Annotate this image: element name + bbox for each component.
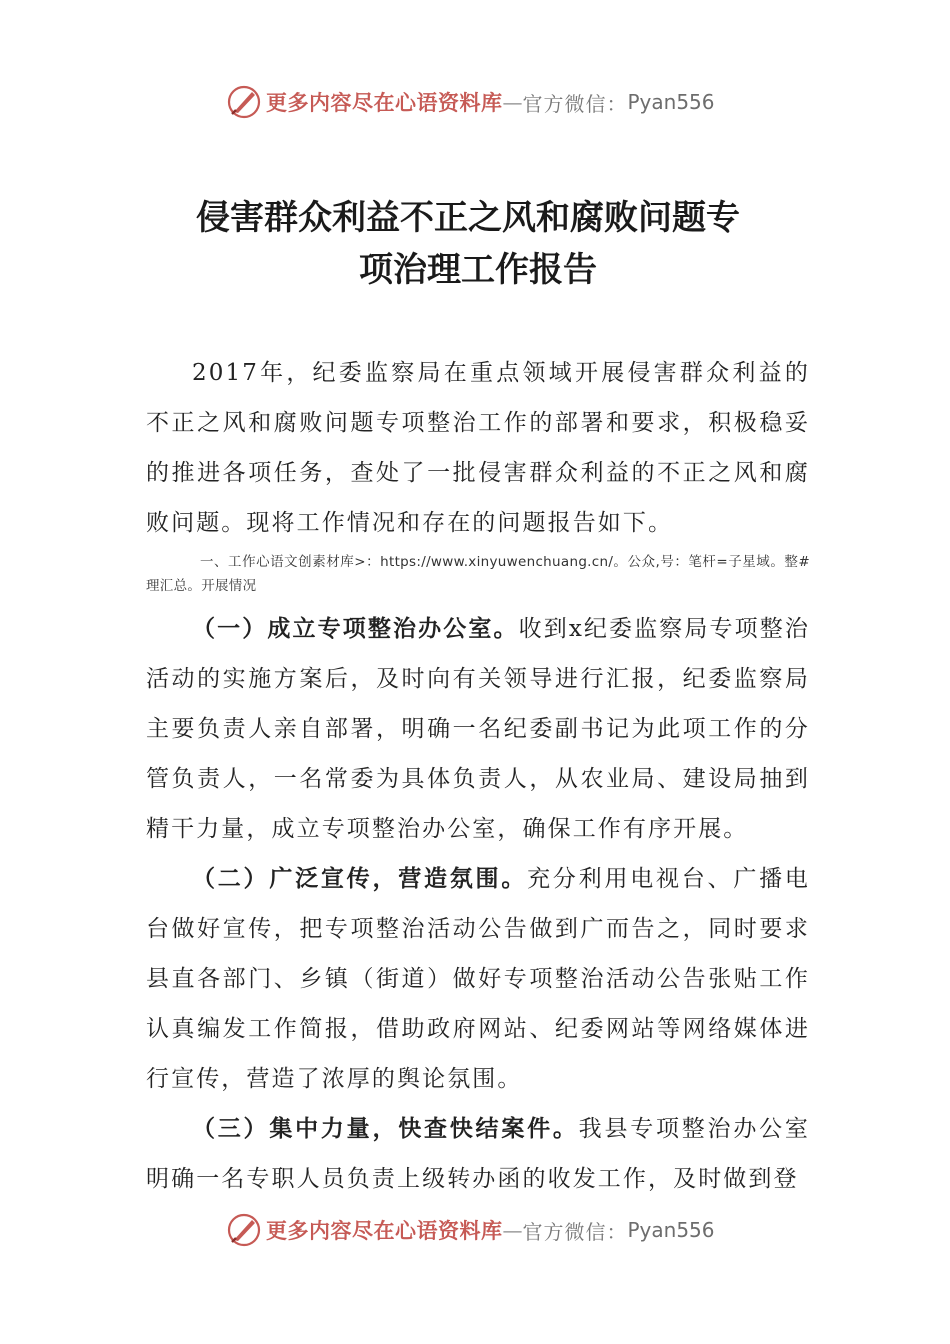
section-3-heading: （三）集中力量，快查快结案件。 xyxy=(192,1115,579,1142)
section-2-body: 充分利用电视台、广播电台做好宣传，把专项整治活动公告做到广而告之，同时要求县直各部门、乡镇（街道）做好专项整治活动公告张贴工作认真编发工作简报，借助政府网站、纪委网站等网络媒体进行宣传，营造了浓厚的舆论氛围。 xyxy=(146,866,810,1092)
footer-wechat-id: Pyan556 xyxy=(627,1218,715,1242)
section-1-paragraph xyxy=(146,604,810,854)
quill-logo-icon xyxy=(226,84,262,120)
footer-separator: — xyxy=(502,1218,523,1242)
banner-separator: — xyxy=(502,90,523,114)
banner-site-name: 更多内容尽在心语资料库 xyxy=(266,90,503,115)
footer-banner xyxy=(226,1210,715,1250)
intro-paragraph: 2017年，纪委监察局在重点领域开展侵害群众利益的不正之风和腐败问题专项整治工作的部署和要求，积极稳妥的推进各项任务，查处了一批侵害群众利益的不正之风和腐败问题。现将工作情况和存在的问题报告如下。 xyxy=(146,360,810,536)
section-2-heading: （二）广泛宣传，营造氛围。 xyxy=(192,865,528,892)
section-2-paragraph xyxy=(146,854,810,1104)
footer-wechat-label: 官方微信： xyxy=(522,1219,628,1244)
document-title-line2: 项治理工作报告 xyxy=(359,250,597,290)
document-body xyxy=(146,348,810,1204)
section-3-paragraph xyxy=(146,1104,810,1204)
banner-wechat-id: Pyan556 xyxy=(627,90,715,114)
watermark-heading-line: 一、工作心语文创素材库>：https://www.xinyuwenchuang.cn/。公众,号：笔杆=子星域。整#理汇总。开展情况 xyxy=(146,554,810,594)
banner-wechat-label: 官方微信： xyxy=(522,91,628,116)
document-title-line1: 侵害群众利益不正之风和腐败问题专 xyxy=(196,198,740,238)
header-banner xyxy=(226,82,715,122)
section-3-body: 我县专项整治办公室明确一名专职人员负责上级转办函的收发工作，及时做到登 xyxy=(146,1116,810,1192)
section-1-heading: （一）成立专项整治办公室。 xyxy=(192,615,519,642)
quill-logo-icon xyxy=(226,1212,262,1248)
section-1-body: 收到x纪委监察局专项整治活动的实施方案后，及时向有关领导进行汇报，纪委监察局主要负责人亲自部署，明确一名纪委副书记为此项工作的分管负责人，一名常委为具体负责人，从农业局、建设局抽到精干力量，成立专项整治办公室，确保工作有序开展。 xyxy=(146,616,811,842)
footer-site-name: 更多内容尽在心语资料库 xyxy=(266,1218,503,1243)
